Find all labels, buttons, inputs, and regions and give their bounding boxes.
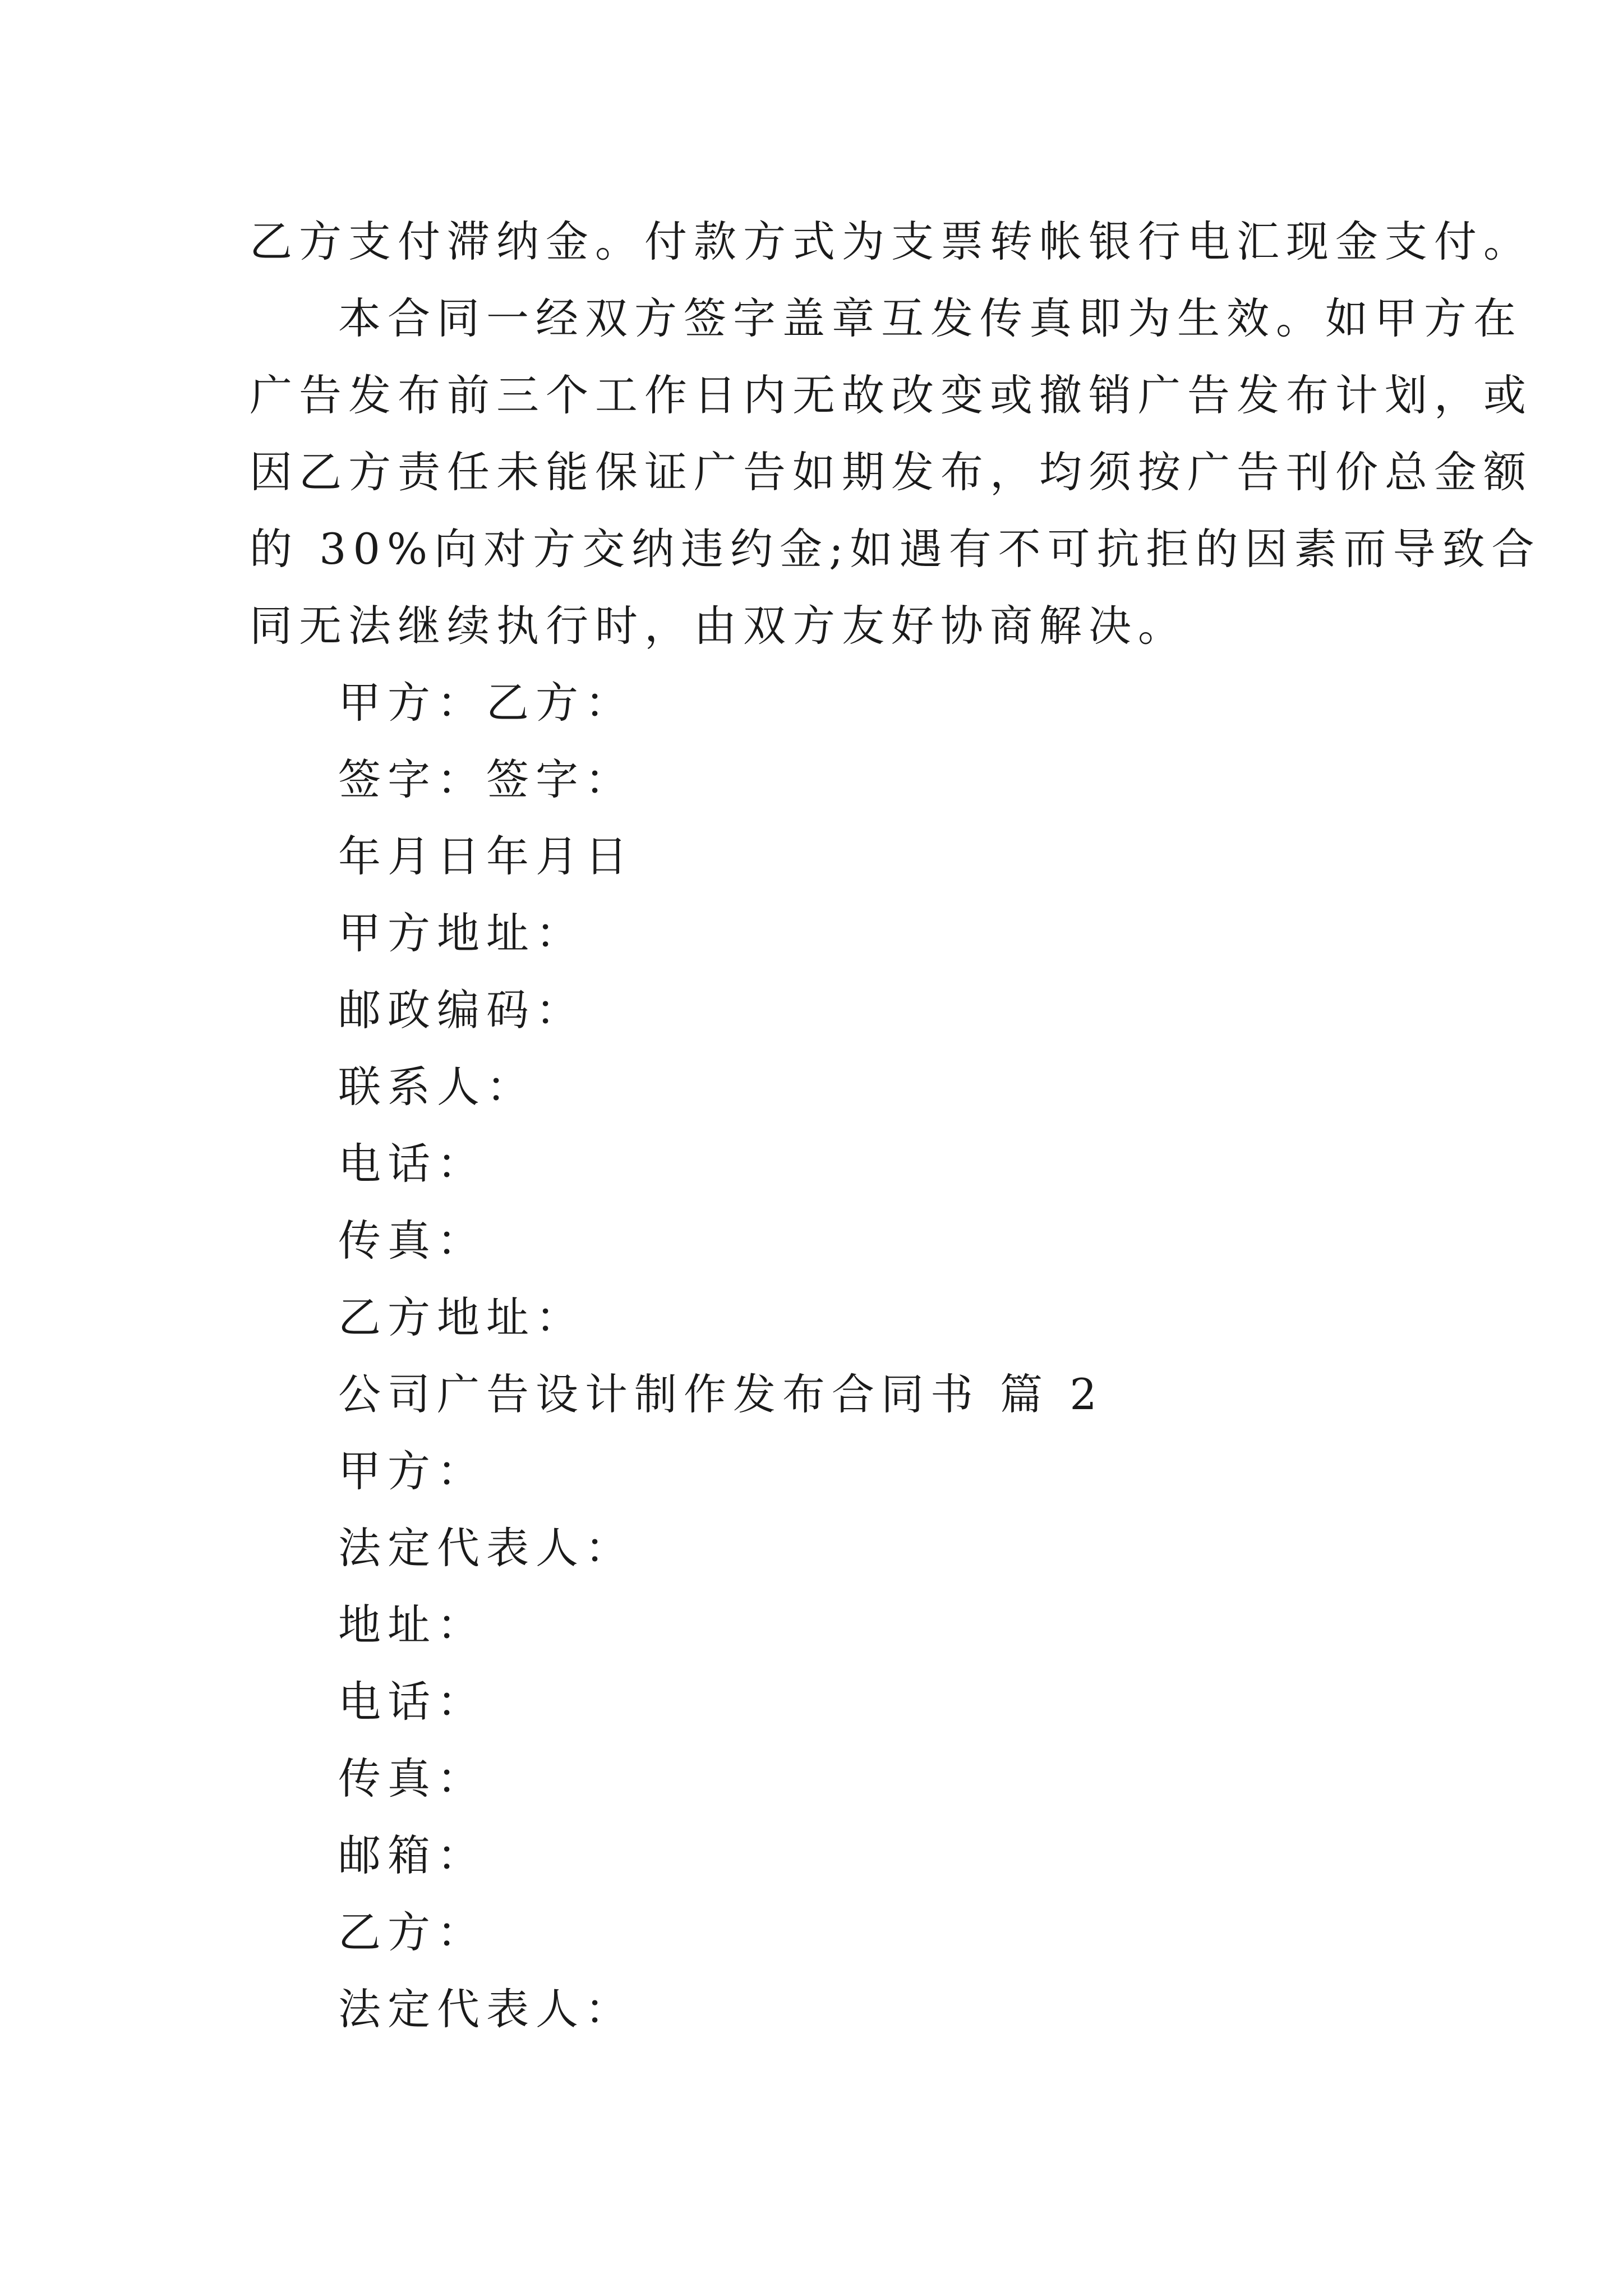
fax-label: 传真： (338, 1216, 486, 1266)
effectiveness-clause-line-5: 同无法继续执行时，由双方友好协商解决。 (250, 601, 1187, 651)
effectiveness-clause-line-3: 因乙方责任未能保证广告如期发布，均须按广告刊价总金额 (250, 447, 1533, 497)
document-body (250, 203, 1541, 2047)
postal-code-label: 邮政编码： (338, 985, 585, 1035)
party-a-address-label: 甲方地址： (338, 908, 585, 958)
legal-representative-label: 法定代表人： (338, 1523, 634, 1573)
contact-person-label: 联系人： (338, 1062, 536, 1112)
email-label: 邮箱： (338, 1830, 486, 1880)
phone-label-2: 电话： (338, 1677, 486, 1727)
date-label: 年月日年月日 (338, 831, 634, 881)
section-heading: 公司广告设计制作发布合同书 篇 2 (338, 1369, 1104, 1419)
signature-label: 签字：签字： (338, 754, 634, 804)
fax-label-2: 传真： (338, 1754, 486, 1803)
effectiveness-clause-line-1: 本合同一经双方签字盖章互发传真即为生效。如甲方在 (338, 293, 1523, 343)
phone-label: 电话： (338, 1139, 486, 1189)
party-b-address-label: 乙方地址： (338, 1292, 585, 1342)
address-label: 地址： (338, 1600, 486, 1650)
party-b-label: 乙方： (338, 1907, 486, 1957)
party-a-b-label: 甲方：乙方： (338, 678, 634, 728)
effectiveness-clause-line-4: 的 30%向对方交纳违约金;如遇有不可抗拒的因素而导致合 (250, 524, 1541, 574)
effectiveness-clause-line-2: 广告发布前三个工作日内无故改变或撤销广告发布计划，或 (250, 370, 1533, 420)
legal-representative-label-2: 法定代表人： (338, 1984, 634, 2034)
payment-terms-line: 乙方支付滞纳金。付款方式为支票转帐银行电汇现金支付。 (250, 217, 1533, 266)
party-a-label: 甲方： (338, 1446, 486, 1496)
